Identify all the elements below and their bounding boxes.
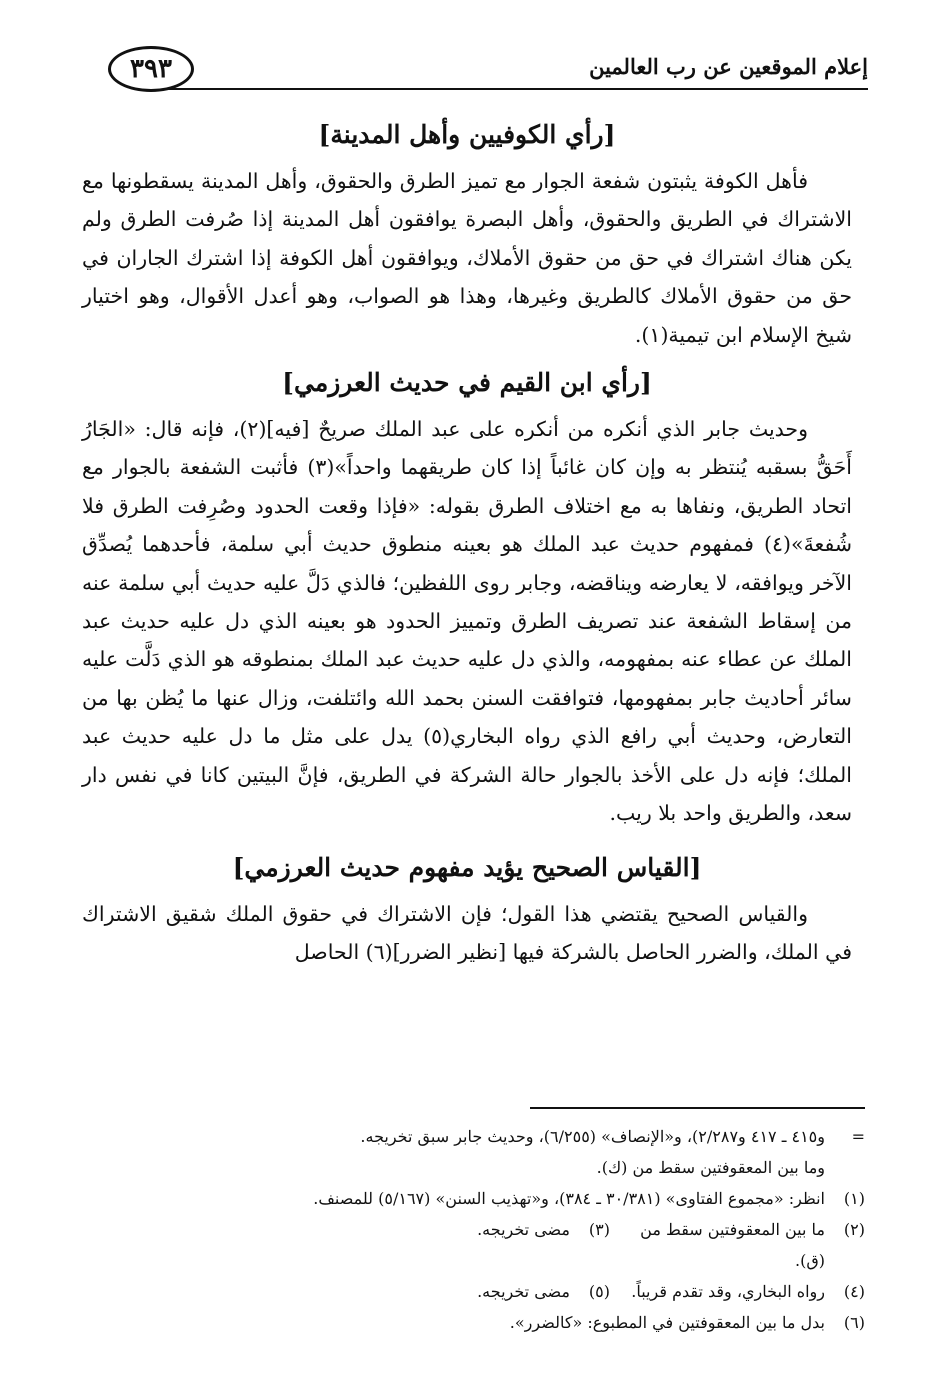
paragraph-kufa-madina: فأهل الكوفة يثبتون شفعة الجوار مع تميز الطرق والحقوق، وأهل المدينة يسقطونها مع الاشتراك في الطريق والحقوق، وأهل البصرة يوافقون أهل المدينة إذا صُرفت الطرق ولم يكن هناك اشتراك في حق من حقوق الأملاك، ويوافقون أهل الكوفة إذا اشترك الجاران في حق من حقوق الأملاك كالطريق وغيرها، وهذا هو الصواب، وهو أعدل الأقوال، وهو اختيار شيخ الإسلام ابن تيمية(١). [82,169,852,347]
section-heading-ibn-qayyim: [رأي ابن القيم في حديث العرزمي] [282,368,652,398]
book-title: إعلام الموقعين عن رب العالمين [589,54,868,79]
footnote-text: ما بين المعقوفتين سقط من (ق). [640,1220,825,1270]
footnote-text: انظر: «مجموع الفتاوى» (٣٠/٣٨١ ـ ٣٨٤)، و«تهذيب السنن» (٥/١٦٧) للمصنف. [313,1189,825,1208]
footnote-continuation-line2: وما بين المعقوفتين سقط من (ك). [596,1158,825,1177]
footnote-6 [95,1307,865,1338]
footnote-mark: = [851,1127,865,1146]
paragraph-jabir-hadith: وحديث جابر الذي أنكره من أنكره على عبد الملك صريحٌ [فيه](٢)، فإنه قال: «الجَارُ أَحَقُّ بسقبه يُنتظر به وإن كان غائباً إذا كان طريقهما واحداً»(٣) فأثبت الشفعة بالجوار مع اتحاد الطريق، ونفاها به مع اختلاف الطرق بقوله: «فإذا وقعت الحدود وصُرِفت الطرق فلا شُفعةَ»(٤) فمفهوم حديث عبد الملك هو بعينه منطوق حديث أبي سلمة، فأحدهما يُصدِّق الآخر ويوافقه، لا يعارضه ويناقضه، وجابر روى اللفظين؛ فالذي دَلَّ عليه حديث أبي سلمة عنه من إسقاط الشفعة عند تصريف الطرق وتمييز الحدود هو بعينه الذي دل عليه حديث عبد الملك عن عطاء عنه بمفهومه، والذي دل عليه حديث عبد الملك بمنطوقه هو الذي دَلَّت عليه سائر أحاديث جابر بمفهومها، فتوافقت السنن بحمد الله وائتلفت، وزال عنها ما يُظن بها من التعارض، وحديث أبي رافع الذي رواه البخاري(٥) يدل على مثل ما دل عليه حديث عبد الملك؛ فإنه دل على الأخذ بالجوار حالة الشركة في الطريق، فإنَّ البيتين كانا في نفس دار سعد، والطريق واحد بلا ريب. [82,417,852,826]
footnote-2 [610,1214,865,1276]
header-rule [138,88,868,90]
footnote-pair-2-3 [95,1214,865,1276]
footnote-mark: (٣) [588,1220,610,1239]
main-text [82,108,852,971]
footnote-4 [610,1276,865,1307]
footnote-3 [355,1214,610,1276]
footnote-mark: (٥) [588,1282,610,1301]
page-number-badge: ٣٩٣ [108,46,194,92]
footnote-text: و٤١٥ ـ ٤١٧ و٢/٢٨٧)، و«الإنصاف» (٦/٢٥٥)، وحديث جابر سبق تخريجه. [360,1127,825,1146]
footnote-mark: (١) [843,1189,865,1208]
footnote-1 [95,1183,865,1214]
paragraph-qiyas: والقياس الصحيح يقتضي هذا القول؛ فإن الاشتراك في حقوق الملك شقيق الاشتراك في الملك، والضرر الحاصل بالشركة فيها [نظير الضرر](٦) الحاصل [82,901,852,964]
footnote-mark: (٦) [843,1313,865,1332]
section-heading-qiyas: [القياس الصحيح يؤيد مفهوم حديث العرزمي] [232,852,702,882]
footnote-text: بدل ما بين المعقوفتين في المطبوع: «كالضرر». [509,1313,825,1332]
footnote-rule [530,1107,865,1109]
footnote-continuation [95,1121,865,1152]
footnote-text: مضى تخريجه. [477,1220,570,1239]
section-heading-kufa-madina: [رأي الكوفيين وأهل المدينة] [318,120,616,149]
footnote-text: مضى تخريجه. [477,1282,570,1301]
running-header [108,46,868,96]
footnote-text: رواه البخاري، وقد تقدم قريباً. [631,1282,825,1301]
footnote-mark: (٢) [843,1220,865,1239]
footnote-5 [355,1276,610,1307]
footnote-mark: (٤) [843,1282,865,1301]
footnote-pair-4-5 [95,1276,865,1307]
